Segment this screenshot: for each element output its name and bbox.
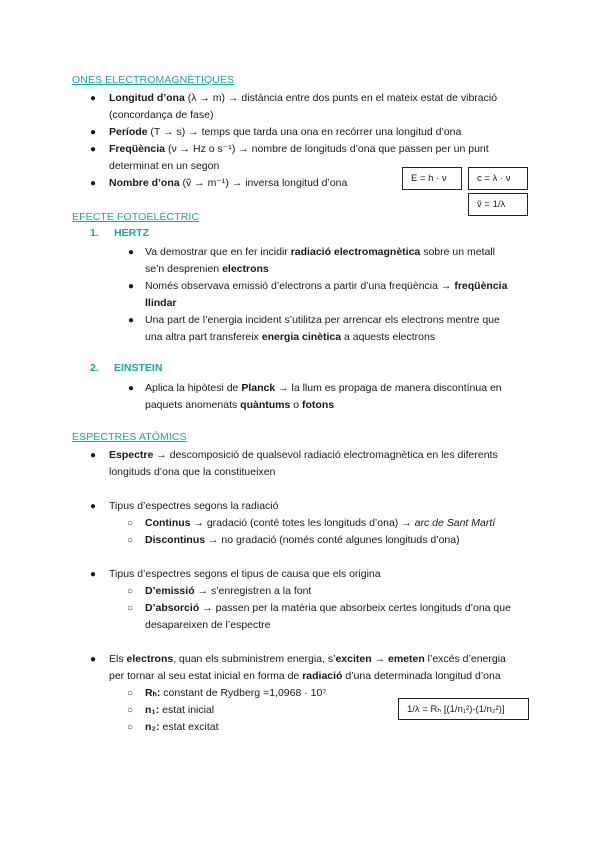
- bullet-icon: ●: [90, 501, 97, 512]
- item-periode: Període (T → s) → temps que tarda una ona en recórrer una longitud d’ona: [109, 126, 462, 138]
- hertz-point-1: Va demostrar que en fer incidir radiació electromagnètica sobre un metall se’n desprenien electrons: [145, 246, 495, 275]
- formula-energy-box: E = h · ν: [402, 167, 462, 190]
- bullet-icon: ●: [90, 450, 97, 461]
- item-frequencia: Freqüència (ν → Hz o s⁻¹) → nombre de longituds d’ona que passen per un punt determinat en un segon: [109, 143, 489, 172]
- continus-item: Continus → gradació (conté totes les longituds d’ona) → arc de Sant Martí: [145, 517, 496, 529]
- espectre-definition: Espectre → descomposició de qualsevol radiació electromagnètica en les diferents longituds d’ona que la constitueixen: [109, 449, 498, 478]
- hollow-bullet-icon: ○: [127, 603, 134, 614]
- hollow-bullet-icon: ○: [127, 722, 134, 733]
- rydberg-formula-box: 1/λ = Rₕ [(1/n₁²)-(1/n₂²)]: [398, 698, 529, 720]
- item-longitud-ona: Longitud d’ona (λ → m) → distància entre dos punts en el mateix estat de vibració (concordança de fase): [109, 92, 498, 121]
- n2-item: n₂: estat excitat: [145, 721, 219, 733]
- absorcio-item: D’absorció → passen per la matèria que absorbeix certes longituds d’ona que desapareixen de l’espectre: [145, 602, 511, 631]
- subheading-hertz: 1. HERTZ: [90, 227, 149, 239]
- bullet-icon: ●: [90, 144, 97, 155]
- hollow-bullet-icon: ○: [127, 586, 134, 597]
- bullet-icon: ●: [90, 93, 97, 104]
- bullet-icon: ●: [128, 383, 135, 394]
- tipus-radiacio: Tipus d’espectres segons la radiació: [109, 500, 279, 512]
- subheading-einstein: 2. EINSTEIN: [90, 362, 163, 374]
- bullet-icon: ●: [90, 569, 97, 580]
- n1-item: n₁: estat inicial: [145, 704, 215, 716]
- hollow-bullet-icon: ○: [127, 688, 134, 699]
- hertz-point-3: Una part de l’energia incident s’utilitza per arrencar els electrons mentre que una altra part transfereix energia cinètica a aquests electrons: [145, 314, 500, 343]
- bullet-icon: ●: [90, 127, 97, 138]
- hertz-point-2: Només observava emissió d’electrons a partir d’una freqüència → freqüència llindar: [145, 280, 508, 309]
- item-nombre-ona: Nombre d’ona (ṽ → m⁻¹) → inversa longitud d’ona: [109, 177, 348, 189]
- formula-speed-box: c = λ · ν: [468, 167, 528, 190]
- hollow-bullet-icon: ○: [127, 535, 134, 546]
- bullet-icon: ●: [128, 247, 135, 258]
- emissio-item: D’emissió → s’enregistren a la font: [145, 585, 312, 597]
- section-title-espectres: ESPECTRES ATÒMICS: [72, 431, 187, 443]
- bullet-icon: ●: [90, 178, 97, 189]
- hollow-bullet-icon: ○: [127, 705, 134, 716]
- formula-wavenumber-box: ṽ = 1/λ: [468, 193, 528, 216]
- tipus-causa: Tipus d’espectres segons el tipus de causa que els origina: [109, 568, 381, 580]
- hollow-bullet-icon: ○: [127, 518, 134, 529]
- bullet-icon: ●: [128, 315, 135, 326]
- bullet-icon: ●: [128, 281, 135, 292]
- einstein-point-1: Aplica la hipòtesi de Planck → la llum es propaga de manera discontínua en paquets anomenats quàntums o fotons: [145, 382, 502, 411]
- section-title-ones: ONES ELECTROMAGNÈTIQUES: [72, 74, 235, 86]
- bullet-icon: ●: [90, 654, 97, 665]
- rh-item: Rₕ: constant de Rydberg =1,0968 · 10⁷: [145, 687, 327, 699]
- electrons-item: Els electrons, quan els subministrem energia, s’exciten → emeten l’excés d’energia per tornar al seu estat inicial en forma de radiació d’una determinada longitud d’ona: [109, 653, 506, 682]
- section-title-fotoelectric: EFECTE FOTOELÈCTRIC: [72, 211, 200, 223]
- discontinus-item: Discontinus → no gradació (només conté algunes longituds d’ona): [145, 534, 460, 546]
